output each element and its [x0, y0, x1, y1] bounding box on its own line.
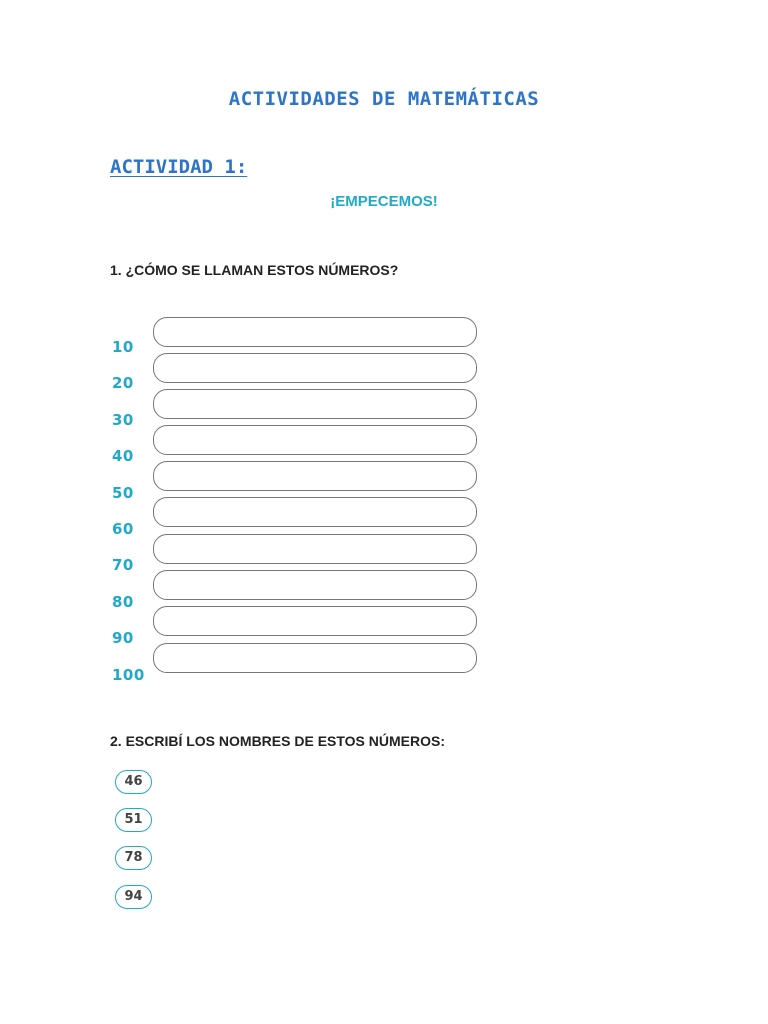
answer-box-70[interactable] [153, 534, 477, 564]
number-pill: 78 [115, 846, 152, 870]
number-label: 80 [112, 593, 134, 611]
answer-box-90[interactable] [153, 606, 477, 636]
page-title: ACTIVIDADES DE MATEMÁTICAS [228, 88, 540, 110]
answer-box-40[interactable] [153, 425, 477, 455]
question-1: 1. ¿CÓMO SE LLAMAN ESTOS NÚMEROS? [110, 262, 399, 278]
answer-box-80[interactable] [153, 570, 477, 600]
number-label: 90 [112, 629, 134, 647]
number-label: 50 [112, 484, 134, 502]
number-label: 70 [112, 556, 134, 574]
number-label: 40 [112, 447, 134, 465]
number-pill: 46 [115, 770, 152, 794]
number-pill: 51 [115, 808, 152, 832]
number-label: 20 [112, 374, 134, 392]
answer-box-50[interactable] [153, 461, 477, 491]
answer-box-30[interactable] [153, 389, 477, 419]
number-label: 30 [112, 411, 134, 429]
answer-box-20[interactable] [153, 353, 477, 383]
answer-box-10[interactable] [153, 317, 477, 347]
number-label: 100 [112, 666, 145, 684]
answer-box-100[interactable] [153, 643, 477, 673]
number-label: 10 [112, 338, 134, 356]
question-2: 2. ESCRIBÍ LOS NOMBRES DE ESTOS NÚMEROS: [110, 733, 446, 749]
subtitle: ¡EMPECEMOS! [330, 193, 438, 210]
number-pill: 94 [115, 885, 152, 909]
answer-box-60[interactable] [153, 497, 477, 527]
activity-heading: ACTIVIDAD 1: [110, 156, 248, 178]
number-label: 60 [112, 520, 134, 538]
